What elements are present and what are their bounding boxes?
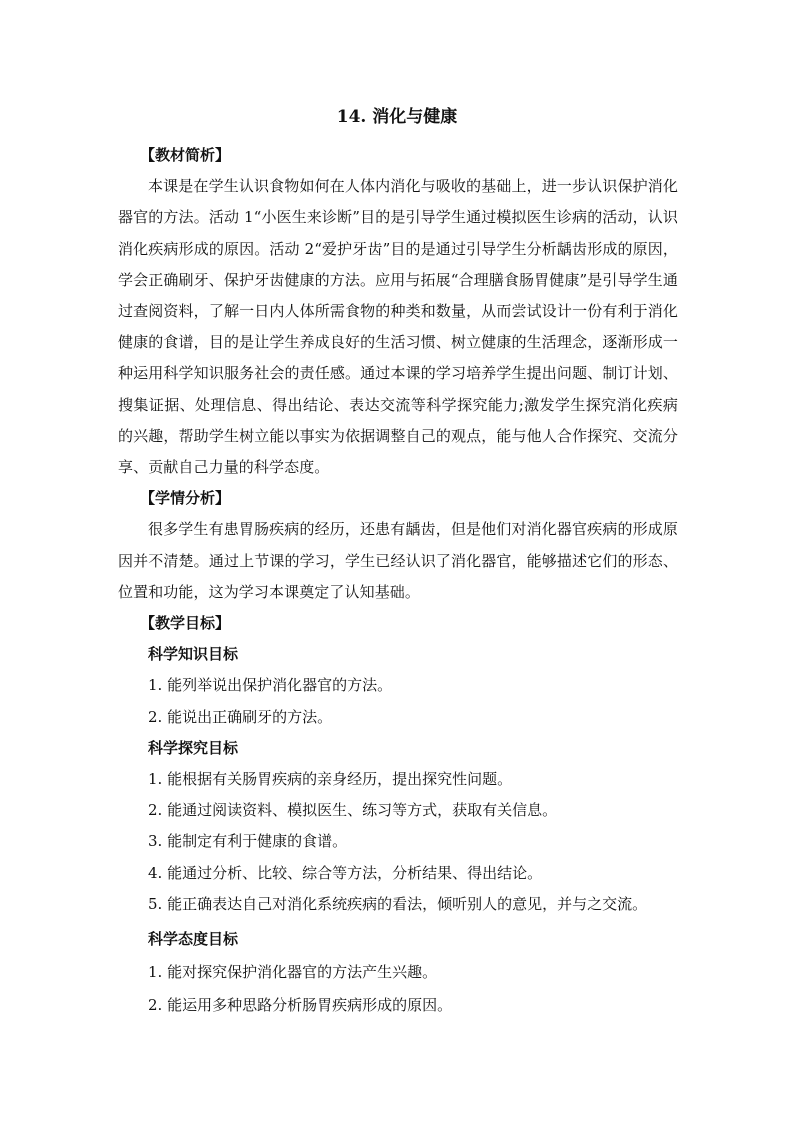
inquiry-goals-title: 科学探究目标 xyxy=(148,738,239,757)
document-title: 14. 消化与健康 xyxy=(336,107,458,127)
section-heading-textbook: 【教材简析】 xyxy=(140,146,231,164)
section-heading-goals: 【教学目标】 xyxy=(140,614,231,633)
knowledge-goal-item: 1. 能列举说出保护消化器官的方法。 xyxy=(148,676,393,695)
knowledge-goal-item: 2. 能说出正确刷牙的方法。 xyxy=(148,707,333,726)
attitude-goal-item: 1. 能对探究保护消化器官的方法产生兴趣。 xyxy=(148,963,438,982)
inquiry-goal-item: 4. 能通过分析、比较、综合等方法，分析结果、得出结论。 xyxy=(148,863,543,882)
inquiry-goal-item: 2. 能通过阅读资料、模拟医生、练习等方式，获取有关信息。 xyxy=(148,801,558,820)
attitude-goal-item: 2. 能运用多种思路分析肠胃疾病形成的原因。 xyxy=(148,996,453,1015)
section-heading-students: 【学情分析】 xyxy=(140,489,231,508)
inquiry-goal-item: 3. 能制定有利于健康的食谱。 xyxy=(148,832,348,851)
attitude-goals-title: 科学态度目标 xyxy=(148,930,239,949)
knowledge-goals-title: 科学知识目标 xyxy=(148,645,239,664)
inquiry-goal-item: 1. 能根据有关肠胃疾病的亲身经历，提出探究性问题。 xyxy=(148,770,513,789)
document-body xyxy=(118,140,678,1022)
inquiry-goal-item: 5. 能正确表达自己对消化系统疾病的看法，倾听别人的意见，并与之交流。 xyxy=(148,894,648,913)
textbook-analysis-paragraph: 本课是在学生认识食物如何在人体内消化与吸收的基础上，进一步认识保护消化器官的方法。活动 1“小医生来诊断”目的是引导学生通过模拟医生诊病的活动，认识消化疾病形成的原因。活动 2“爱护牙齿”目的是通过引导学生分析龋齿形成的原因，学会正确刷牙、保护牙齿健康的方法。应用与拓展“合理膳食肠胃健康”是引导学生通过查阅资料，了解一日内人体所需食物的种类和数量，从而尝试设计一份有利于消化健康的食谱，目的是让学生养成良好的生活习惯、树立健康的生活理念，逐渐形成一种运用科学知识服务社会的责任感。通过本课的学习培养学生提出问题、制订计划、搜集证据、处理信息、得出结论、表达交流等科学探究能力;激发学生探究消化疾病的兴趣，帮助学生树立能以事实为依据调整自己的观点，能与他人合作探究、交流分享、贡献自己力量的科学态度。 xyxy=(118,177,678,477)
student-analysis-paragraph: 很多学生有患胃肠疾病的经历，还患有龋齿，但是他们对消化器官疾病的形成原因并不清楚。通过上节课的学习，学生已经认识了消化器官，能够描述它们的形态、位置和功能，这为学习本课奠定了认知基础。 xyxy=(118,520,678,601)
